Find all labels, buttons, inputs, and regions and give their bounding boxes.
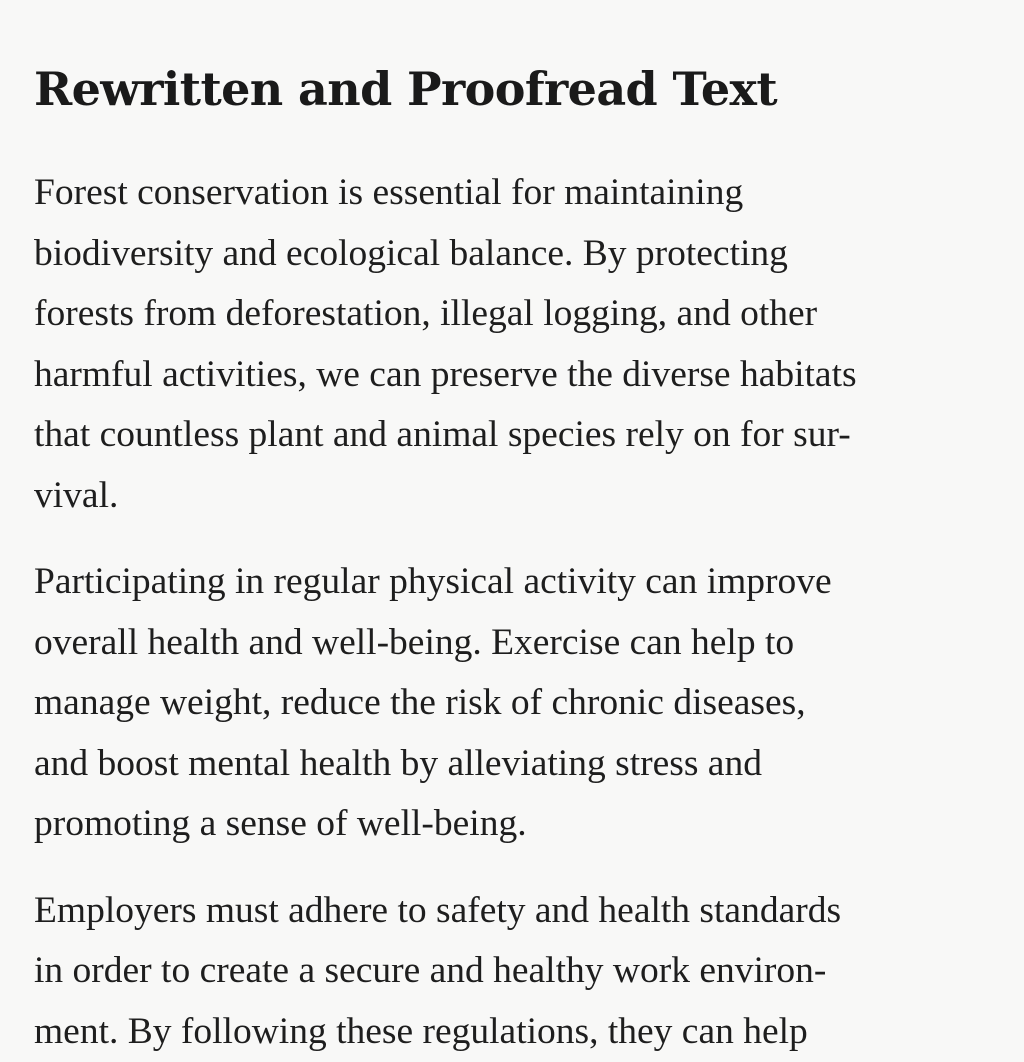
paragraph-line: overall health and well-being. Exercise can help to: [34, 621, 795, 663]
paragraph-line: Forest conservation is essential for maintaining: [34, 172, 744, 214]
paragraph-line: forests from deforestation, illegal logging, and other: [34, 293, 818, 335]
paragraph-line: harmful activities, we can preserve the diverse habitats: [34, 353, 857, 395]
paragraph-line: vival.: [34, 474, 119, 516]
paragraph-line: in order to create a secure and healthy work environ-: [34, 950, 827, 992]
paragraph-line: promoting a sense of well-being.: [34, 803, 527, 845]
paragraph-line: and boost mental health by alleviating stress and: [34, 742, 762, 784]
paragraph-line: manage weight, reduce the risk of chronic diseases,: [34, 682, 806, 724]
paragraph-line: ment. By following these regulations, they can help: [34, 1010, 808, 1052]
paragraph-workplace-safety: [34, 881, 990, 1062]
paragraph-line: that countless plant and animal species rely on for sur-: [34, 414, 851, 456]
paragraph-line: biodiversity and ecological balance. By protecting: [34, 232, 788, 274]
paragraph-line: Participating in regular physical activity can improve: [34, 561, 832, 603]
paragraph-forest-conservation: [34, 163, 990, 526]
page-title: Rewritten and Proofread Text: [34, 62, 778, 116]
paragraph-physical-activity: [34, 552, 990, 855]
paragraph-line: Employers must adhere to safety and health standards: [34, 889, 842, 931]
